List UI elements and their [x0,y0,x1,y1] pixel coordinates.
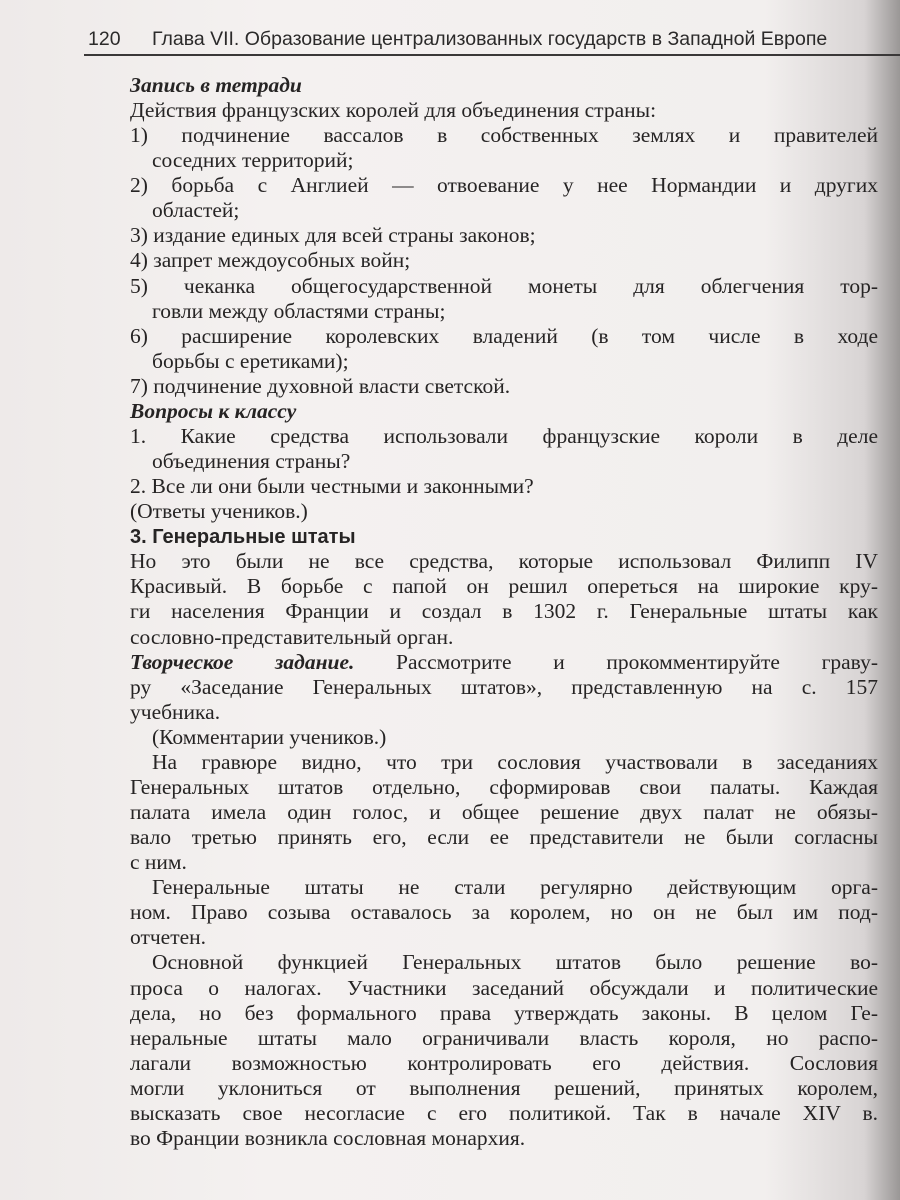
text-line [152,349,878,374]
line-text: (Ответы учеников.) [130,499,308,524]
line-text: соседних территорий; [152,148,354,173]
line-text: (Комментарии учеников.) [152,724,387,749]
line-text: 5) чеканка общегосударственной монеты для облегчения тор- [130,273,878,298]
line-text: Действия французских королей для объединения страны: [130,98,657,123]
line-text: объединения страны? [152,449,351,474]
text-line [130,123,878,148]
text-line [152,299,878,324]
line-text: ру «Заседание Генеральных штатов», представленную на с. 157 [130,674,878,699]
text-line [130,850,878,875]
text-line [130,700,878,725]
text-line [152,198,878,223]
line-text: 2) борьба с Англией — отвоевание у нее Нормандии и других [130,173,878,198]
text-line [130,73,878,98]
text-line [130,1051,878,1076]
text-line [130,374,878,399]
line-text: 4) запрет междоусобных войн; [130,248,411,273]
line-text: Генеральные штаты не стали регулярно действующим орга- [152,875,878,900]
text-line [152,725,878,750]
text-line [130,1001,878,1026]
line-text: палата имела один голос, и общее решение двух палат не обязы- [130,800,878,825]
text-line [130,1101,878,1126]
line-text: Красивый. В борьбе с папой он решил опереться на широкие кру- [130,574,878,599]
text-line [130,223,878,248]
line-text: говли между областями страны; [152,298,446,323]
line-text: 7) подчинение духовной власти светской. [130,373,511,398]
line-text: неральные штаты мало ограничивали власть короля, но распо- [130,1025,878,1050]
line-text: 2. Все ли они были честными и законными? [130,474,534,499]
text-line [130,549,878,574]
text-line [152,950,878,975]
line-text: Генеральных штатов отдельно, сформировав свои палаты. Каждая [130,774,878,799]
text-line [130,599,878,624]
text-line [130,650,878,675]
text-line [130,399,878,424]
line-text: борьбы с еретиками); [152,348,349,373]
emphasis-text: Творческое задание. [130,649,355,674]
text-line [152,148,878,173]
running-header [88,28,900,52]
text-line [152,750,878,775]
text-line [130,775,878,800]
line-text: вало третью принять его, если ее представители не были согласны [130,825,878,850]
line-text: во Франции возникла сословная монархия. [130,1125,526,1150]
line-text: высказать свое несогласие с его политикой. Так в начале XIV в. [130,1100,878,1125]
text-line [130,976,878,1001]
line-text: учебника. [130,699,221,724]
line-text: проса о налогах. Участники заседаний обсуждали и политические [130,975,878,1000]
line-text: На гравюре видно, что три сословия участвовали в заседаниях [152,749,878,774]
chapter-title: Глава VII. Образование централизованных государств в Западной Европе [152,28,828,50]
text-line [130,900,878,925]
line-text: ги населения Франции и создал в 1302 г. Генеральные штаты как [130,599,878,624]
line-text: областей; [152,198,240,223]
text-line [130,625,878,650]
text-line [130,1126,878,1151]
text-line [152,449,878,474]
line-text: дела, но без формального права утверждать законы. В целом Ге- [130,1000,878,1025]
text-line [130,98,878,123]
line-text: сословно-представительный орган. [130,624,454,649]
page-number: 120 [88,28,121,50]
text-line [130,800,878,825]
emphasis-text: Вопросы к классу [130,398,297,423]
line-text: могли уклониться от выполнения решений, принятых королем, [130,1075,878,1100]
line-text: 3) издание единых для всей страны законов; [130,223,536,248]
header-rule [84,54,900,56]
line-text: 1) подчинение вассалов в собственных землях и правителей [130,123,878,148]
line-text: Но это были не все средства, которые использовал Филипп IV [130,549,878,574]
text-line [130,499,878,524]
text-line [130,825,878,850]
text-line [130,1076,878,1101]
line-text: лагали возможностью контролировать его действия. Сословия [130,1050,878,1075]
text-line [130,324,878,349]
line-text: 1. Какие средства использовали французские короли в деле [130,423,878,448]
line-text: с ним. [130,850,187,875]
text-line [152,875,878,900]
text-line [130,274,878,299]
line-text: Основной функцией Генеральных штатов было решение во- [152,950,878,975]
text-line [130,925,878,950]
line-text: ном. Право созыва оставалось за королем, но он не был им под- [130,900,878,925]
text-line [130,675,878,700]
emphasis-text: Запись в тетради [130,73,302,97]
line-text: Рассмотрите и прокомментируйте граву- [354,649,879,674]
text-line [130,1026,878,1051]
line-text: отчетен. [130,925,207,950]
text-line [130,474,878,499]
line-text: 6) расширение королевских владений (в том числе в ходе [130,323,878,348]
text-line [130,524,878,549]
text-line [130,173,878,198]
text-line [130,574,878,599]
text-line [130,424,878,449]
text-line [130,248,878,273]
emphasis-text: 3. Генеральные штаты [130,526,356,549]
